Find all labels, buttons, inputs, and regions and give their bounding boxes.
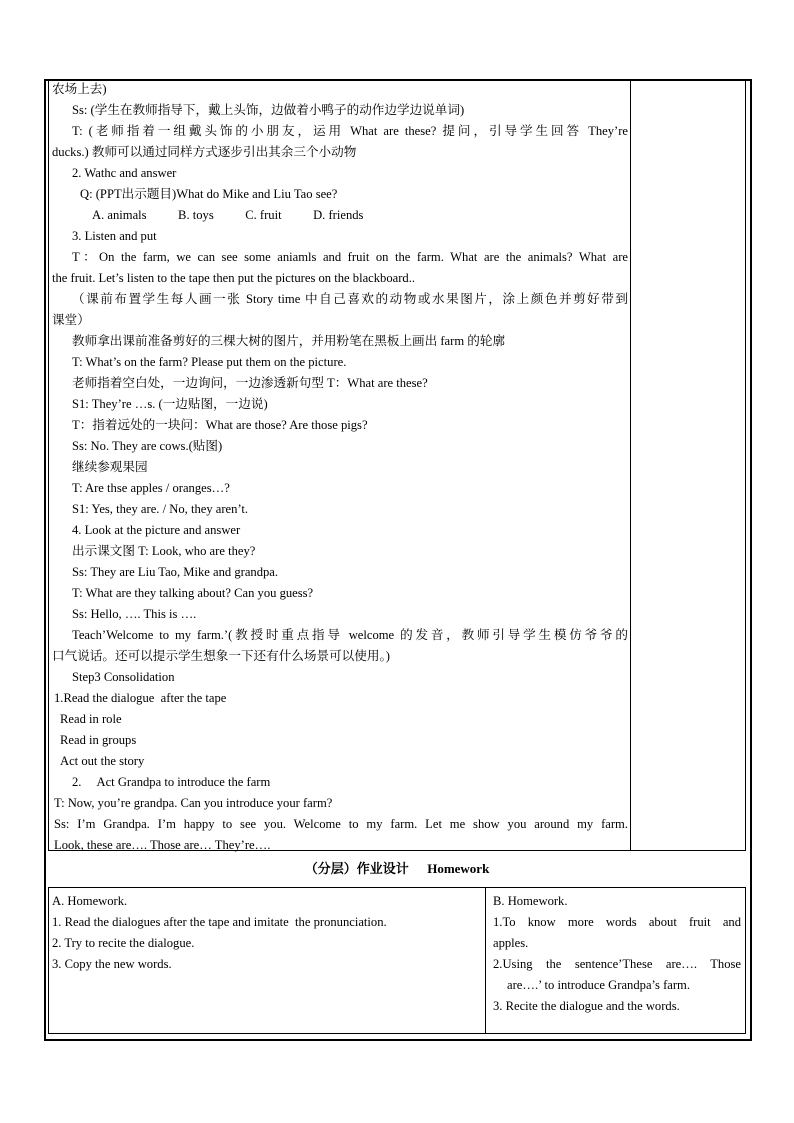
homework-b-heading: B. Homework. [493,894,568,908]
text-line: Ss: Hello, …. This is …. [72,607,197,621]
homework-column-divider [485,887,486,1033]
homework-a-item: 3. Copy the new words. [52,957,172,971]
text-line: 3. Listen and put [72,229,157,243]
text-line: T：On the farm, we can see some aniamls and fruit on the farm. What are the animals? What are [72,250,628,264]
text-line: 继续参观果园 [72,460,148,474]
options-line: A. animals B. toys C. fruit D. friends [92,208,364,222]
text-line: 4. Look at the picture and answer [72,523,241,537]
homework-b-cell [493,891,741,1017]
text-line: Q: (PPT出示题目)What do Mike and Liu Tao see? [80,187,338,201]
step-heading: Step3 Consolidation [72,670,175,684]
text-line: 老师指着空白处，一边询问，一边渗透新句型 T：What are these? [72,376,428,390]
text-line: Ss: No. They are cows.(贴图) [72,439,223,453]
text-line: T: Are thse apples / oranges…? [72,481,230,495]
text-line: Ss: They are Liu Tao, Mike and grandpa. [72,565,279,579]
text-line: the fruit. Let’s listen to the tape then put the pictures on the blackboard.. [52,271,416,285]
text-line: Ss: (学生在教师指导下，戴上头饰，边做着小鸭子的动作边学边说单词) [72,103,465,117]
text-line: 农场上去) [52,82,107,96]
text-line: Teach’Welcome to my farm.’(教授时重点指导 welcome 的发音，教师引导学生模仿爷爷的 [72,628,628,642]
text-line: Look, these are…. Those are… They’re…. [54,838,271,852]
text-line: T: (老师指着一组戴头饰的小朋友，运用 What are these? 提问，引导学生回答 They’re [72,124,628,138]
text-line: S1: They’re …s. (一边贴图，一边说) [72,397,268,411]
text-line: Act out the story [60,754,145,768]
homework-a-item: 2. Try to recite the dialogue. [52,936,195,950]
column-divider [48,887,49,1033]
text-line: T: Now, you’re grandpa. Can you introduce your farm? [54,796,333,810]
row-divider [48,887,746,888]
text-line: Read in groups [60,733,137,747]
column-divider [745,887,746,1033]
text-line: 2. Act Grandpa to introduce the farm [72,775,271,789]
text-line: Read in role [60,712,122,726]
text-line: T: What are they talking about? Can you guess? [72,586,314,600]
text-line: 出示课文图 T: Look, who are they? [72,544,256,558]
homework-b-line: 2.Using the sentence’These are…. Those [493,957,741,971]
text-line: 课堂） [52,313,90,327]
text-line: 1.Read the dialogue after the tape [54,691,227,705]
notes-column-divider [630,79,631,851]
homework-section-title [48,851,746,887]
text-line: Ss: I’m Grandpa. I’m happy to see you. Welcome to my farm. Let me show you around my farm. [54,817,628,831]
text-line: 教师拿出课前准备剪好的三棵大树的图片，并用粉笔在黑板上画出 farm 的轮廓 [72,334,506,348]
homework-b-line: 3. Recite the dialogue and the words. [493,999,680,1013]
text-line: S1: Yes, they are. / No, they aren’t. [72,502,249,516]
text-line: T：指着远处的一块问：What are those? Are those pigs? [72,418,368,432]
text-line: ducks.) 教师可以通过同样方式逐步引出其余三个小动物 [52,145,357,159]
homework-a-heading: A. Homework. [52,894,128,908]
homework-a-cell [52,891,478,975]
text-line: 2. Wathc and answer [72,166,177,180]
text-line: T: What’s on the farm? Please put them on the picture. [72,355,347,369]
text-line: （课前布置学生每人画一张 Story time 中自己喜欢的动物或水果图片，涂上颜色并剪好带到 [72,292,628,306]
homework-title-en: Homework [427,861,490,876]
homework-title-cn: （分层）作业设计 [304,861,409,876]
homework-b-line: apples. [493,936,529,950]
homework-b-line: 1.To know more words about fruit and [493,915,741,929]
text-line: 口气说话。还可以提示学生想象一下还有什么场景可以使用。) [52,649,390,663]
homework-b-line: are….’ to introduce Grandpa’s farm. [507,978,691,992]
homework-a-item: 1. Read the dialogues after the tape and imitate the pronunciation. [52,915,387,929]
lesson-plan-table [44,79,750,1039]
row-divider [48,1033,746,1034]
